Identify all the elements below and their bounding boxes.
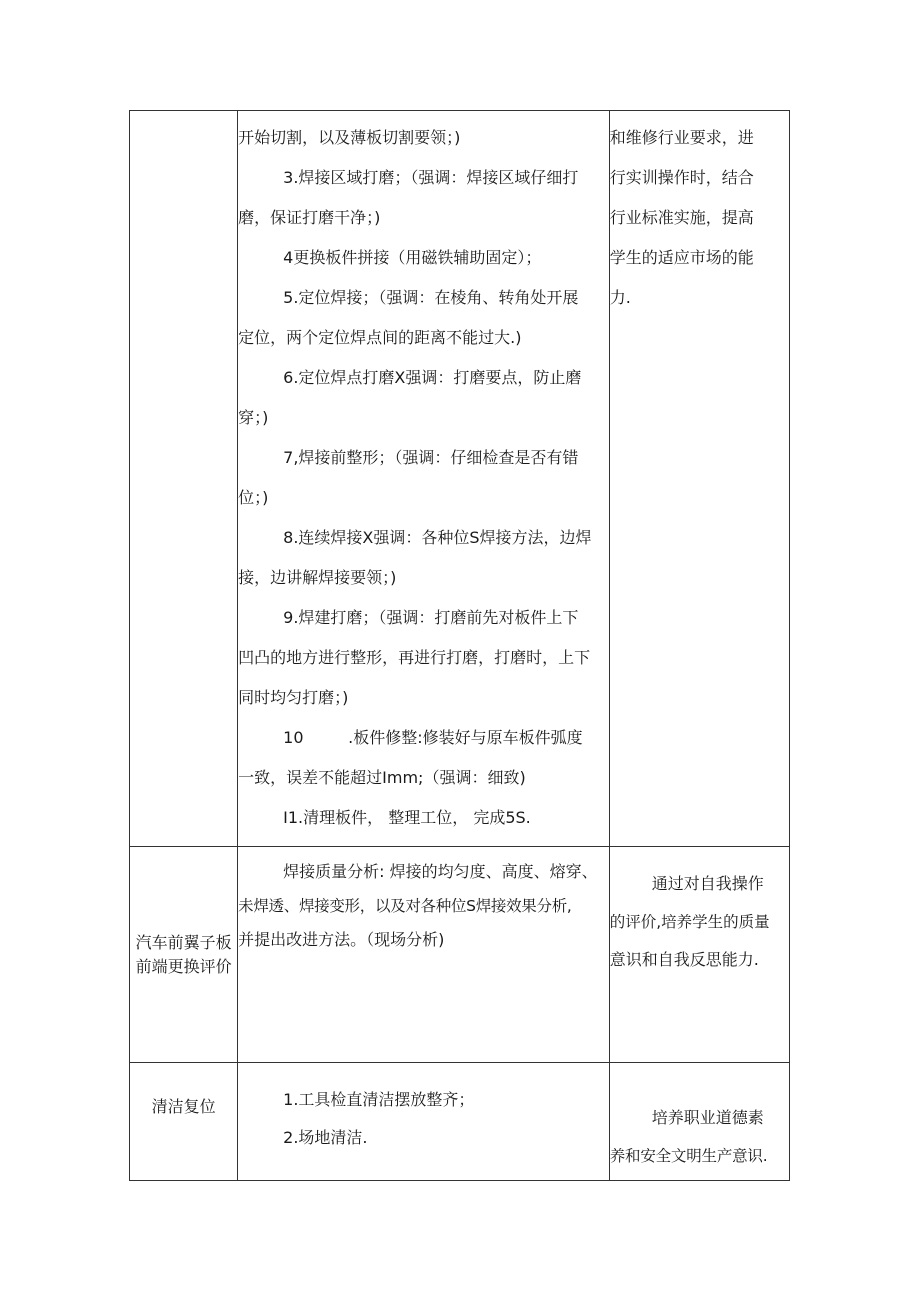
procedure-cell	[238, 1063, 610, 1181]
stage-label-line: 汽车前翼子板	[135, 932, 232, 952]
step-line: 磨，保证打磨干净；)	[238, 208, 381, 227]
step-line: 7,焊接前整形；（强调：仔细检查是否有错	[283, 448, 579, 467]
goal-cell	[609, 111, 789, 847]
stage-label: 清洁复位	[151, 1097, 216, 1116]
step-line: 定位，两个定位焊点间的距离不能过大.)	[238, 328, 522, 347]
analysis-line: 并提出改进方法。（现场分析)	[238, 930, 445, 949]
step-line: 6.定位焊点打磨X强调：打磨要点，防止磨	[283, 368, 582, 387]
goal-line: 行业标准实施，提高	[609, 208, 754, 227]
goal-line: 养和安全文明生产意识.	[609, 1147, 768, 1165]
table-row	[130, 847, 790, 1063]
goal-line: 行实训操作时，结合	[609, 168, 754, 187]
goal-line: 培养职业道德素	[651, 1108, 764, 1127]
procedure-cell	[238, 847, 610, 1063]
stage-label	[130, 931, 237, 979]
stage-cell-empty	[130, 111, 238, 847]
lesson-plan-table	[129, 110, 790, 1181]
stage-label-line: 前端更换评价	[135, 956, 232, 976]
analysis-line: 未焊透、焊接变形，以及对各种位S焊接效果分析,	[238, 897, 572, 915]
stage-label-cell	[130, 1063, 238, 1181]
step-line: 3.焊接区域打磨；（强调：焊接区域仔细打	[283, 168, 579, 187]
step-text: .板件修整:修装好与原车板件弧度	[348, 728, 583, 747]
procedure-cell	[238, 111, 610, 847]
stage-label-cell	[130, 847, 238, 1063]
goal-line: 和维修行业要求，进	[609, 128, 754, 147]
goal-line: 意识和自我反思能力.	[609, 950, 759, 969]
step-line: 穿；)	[238, 408, 269, 427]
cleanup-step: 1.工具检直清洁摆放整齐；	[283, 1090, 475, 1109]
goal-line: 的评价,培养学生的质量	[609, 913, 770, 931]
step-line: 5.定位焊接；（强调：在棱角、转角处开展	[283, 288, 579, 307]
step-line: 一致，误差不能超过Imm;（强调：细致)	[238, 768, 526, 787]
step-line: 8.连续焊接X强调：各种位S焊接方法，边焊	[283, 528, 592, 547]
step-line: 同时均匀打磨；)	[238, 688, 349, 707]
step-line: 接，边讲解焊接要领；)	[238, 568, 397, 587]
step-number: 10	[283, 728, 304, 747]
step-line: 4更换板件拼接（用磁铁辅助固定）；	[283, 248, 542, 267]
step-line	[238, 718, 609, 758]
cleanup-step: 2.场地清洁.	[283, 1128, 368, 1147]
goal-line: 通过对自我操作	[651, 874, 764, 893]
goal-line: 学生的适应市场的能	[609, 248, 754, 267]
table-row	[130, 1063, 790, 1181]
step-line: 凹凸的地方进行整形，再进行打磨，打磨时，上下	[238, 648, 591, 667]
step-line: 开始切割，以及薄板切割要领；)	[238, 128, 461, 147]
goal-cell	[609, 1063, 789, 1181]
goal-cell	[609, 847, 789, 1063]
step-line: 9.焊建打磨；（强调：打磨前先对板件上下	[283, 608, 579, 627]
table-row	[130, 111, 790, 847]
step-line: I1.清理板件， 整理工位， 完成5S.	[283, 808, 531, 827]
step-line: 位；)	[238, 488, 269, 507]
goal-line: 力.	[609, 288, 631, 307]
analysis-line: 焊接质量分析: 焊接的均匀度、高度、熔穿、	[283, 862, 598, 881]
